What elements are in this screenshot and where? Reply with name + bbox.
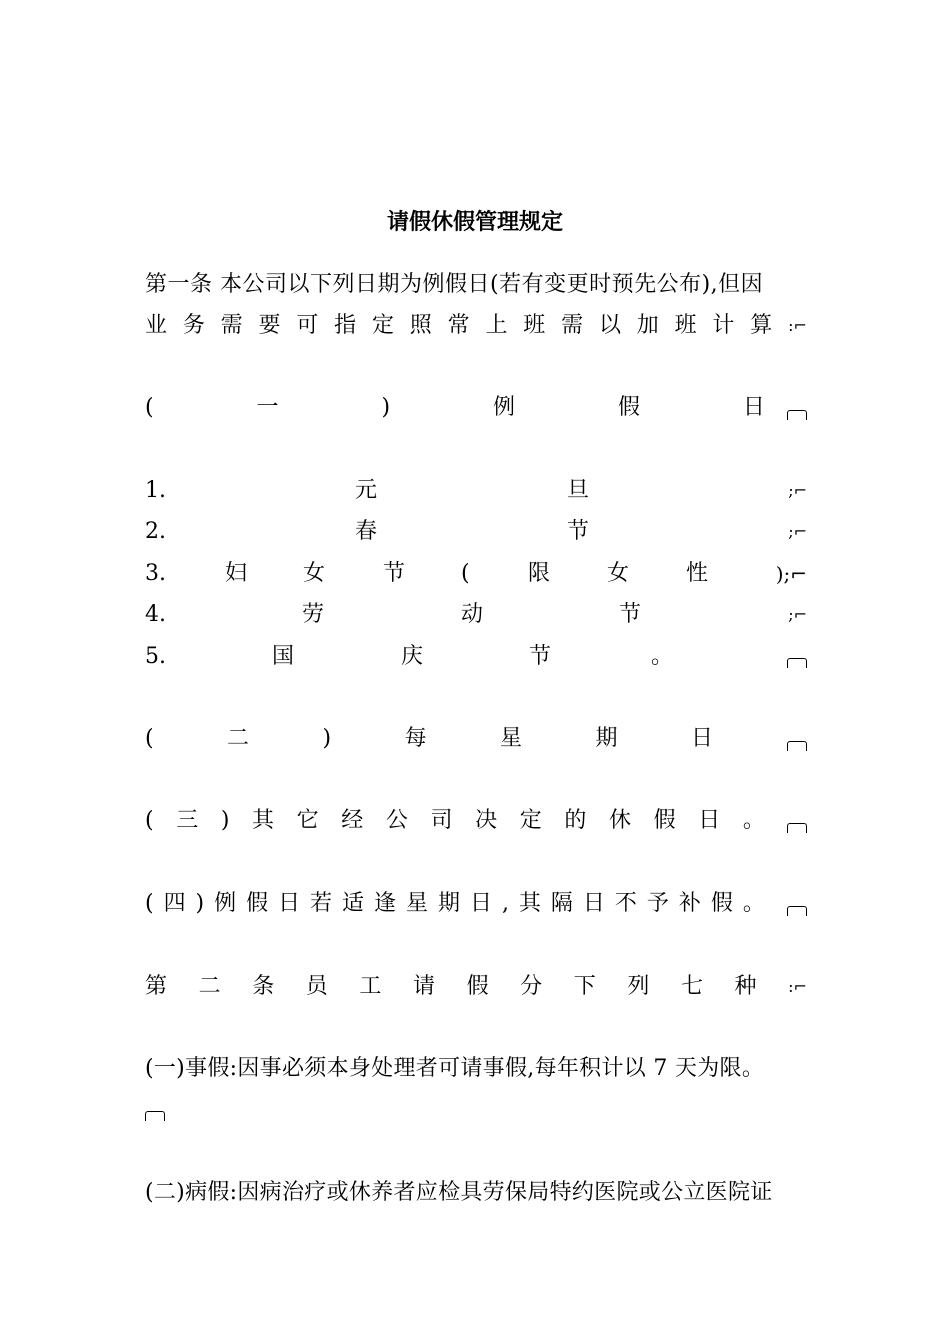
spaced-char: (	[145, 395, 154, 420]
spaced-char: 加	[636, 313, 659, 338]
spaced-char: )	[220, 808, 230, 833]
spaced-char: 司	[430, 808, 453, 833]
spaced-char: 日	[698, 808, 721, 833]
paragraph-mark-icon	[787, 741, 807, 753]
spaced-char: ,	[501, 891, 509, 916]
paragraph-mark-icon	[787, 906, 807, 918]
holiday-end-mark: );⌐	[775, 562, 807, 586]
paragraph-mark-icon	[787, 823, 807, 835]
spaced-char: 条	[252, 974, 275, 999]
holiday-char: 限	[528, 561, 551, 586]
section-1-heading	[145, 391, 765, 425]
spaced-char: 上	[485, 313, 508, 338]
spaced-char: 算	[750, 313, 773, 338]
section-3-heading	[145, 804, 765, 838]
holiday-item-3	[145, 557, 807, 591]
spaced-char: 假	[653, 808, 676, 833]
holiday-char: 节	[529, 644, 552, 669]
holiday-char: 庆	[401, 644, 424, 669]
spaced-char: 务	[182, 313, 205, 338]
leave-type-2: (二)病假:因病治疗或休养者应检具劳保局特约医院或公立医院证	[145, 1180, 773, 1205]
spaced-char: 需	[220, 313, 243, 338]
holiday-char: 劳	[302, 602, 325, 627]
paragraph-mark-icon	[145, 1111, 165, 1123]
spaced-char: 一	[256, 395, 279, 420]
spaced-char: 定	[519, 808, 542, 833]
spaced-char: 公	[385, 808, 408, 833]
holiday-number: 3.	[145, 561, 166, 586]
spaced-char: 二	[198, 974, 221, 999]
article-1-line-2	[145, 309, 807, 343]
spaced-char: 常	[447, 313, 470, 338]
holiday-char: 国	[272, 644, 295, 669]
holiday-char: 。	[651, 644, 674, 669]
holiday-end-mark: ;⌐	[788, 481, 807, 500]
document-title: 请假休假管理规定	[386, 210, 563, 235]
spaced-char: 下	[573, 974, 596, 999]
spaced-char: 定	[371, 313, 394, 338]
spaced-char: 星	[500, 726, 523, 751]
spaced-char: 四	[163, 891, 186, 916]
holiday-char: 女	[303, 561, 326, 586]
spaced-char: 工	[359, 974, 382, 999]
spaced-char: 日	[469, 891, 492, 916]
holiday-number: 1.	[145, 478, 166, 503]
holiday-char: 动	[461, 602, 484, 627]
spaced-char: 要	[258, 313, 281, 338]
spaced-char: )	[195, 891, 205, 916]
spaced-char: 决	[475, 808, 498, 833]
spaced-char: 休	[609, 808, 632, 833]
spaced-char: 日	[278, 891, 301, 916]
spaced-char: 请	[412, 974, 435, 999]
spaced-char: 二	[227, 726, 250, 751]
holiday-number: 5.	[145, 644, 166, 669]
article-1-line-1: 第一条 本公司以下列日期为例假日(若有变更时预先公布),但因	[145, 272, 764, 297]
spaced-char: 日	[582, 891, 605, 916]
spaced-char: 种	[734, 974, 757, 999]
spaced-char: 例	[214, 891, 237, 916]
section-4-heading	[145, 887, 765, 921]
spaced-char: 日	[742, 395, 765, 420]
spaced-char: 以	[598, 313, 621, 338]
spaced-char: 业	[145, 313, 168, 338]
spaced-char: 日	[690, 726, 713, 751]
holiday-char: 节	[567, 519, 590, 544]
spaced-char: 列	[627, 974, 650, 999]
spaced-char: )	[381, 395, 391, 420]
spaced-char: 经	[341, 808, 364, 833]
holiday-item-1	[145, 474, 807, 508]
spaced-char: 若	[310, 891, 333, 916]
spaced-char: 计	[712, 313, 735, 338]
spaced-char: 它	[296, 808, 319, 833]
spaced-char: (	[145, 808, 154, 833]
spaced-char: 假	[246, 891, 269, 916]
spaced-char: 补	[678, 891, 701, 916]
spaced-char: 的	[564, 808, 587, 833]
spaced-char: 可	[296, 313, 319, 338]
holiday-number: 2.	[145, 519, 166, 544]
spaced-char: 星	[406, 891, 429, 916]
spaced-char: :⌐	[788, 977, 807, 996]
holiday-char: 节	[619, 602, 642, 627]
spaced-char: 期	[438, 891, 461, 916]
holiday-char: 节	[383, 561, 406, 586]
section-2-heading	[145, 722, 713, 756]
holiday-item-2	[145, 515, 807, 549]
spaced-char: 分	[520, 974, 543, 999]
holiday-char: 性	[686, 561, 709, 586]
holiday-char: 元	[355, 478, 378, 503]
spaced-char: 每	[404, 726, 427, 751]
spaced-char: (	[145, 891, 154, 916]
spaced-char: 予	[646, 891, 669, 916]
spaced-char: 例	[493, 395, 516, 420]
spaced-char: 员	[305, 974, 328, 999]
spaced-char: 假	[617, 395, 640, 420]
holiday-char: 妇	[225, 561, 248, 586]
leave-type-1: (一)事假:因事必须本身处理者可请事假,每年积计以 7 天为限。	[145, 1056, 765, 1081]
spaced-char: :⌐	[788, 316, 807, 335]
spaced-char: )	[322, 726, 332, 751]
holiday-item-5	[145, 640, 807, 674]
spaced-char: 逢	[374, 891, 397, 916]
spaced-char: 适	[342, 891, 365, 916]
holiday-char: (	[461, 561, 470, 586]
spaced-char: 假	[466, 974, 489, 999]
holiday-char: 女	[607, 561, 630, 586]
spaced-char: 七	[680, 974, 703, 999]
spaced-char: 其	[252, 808, 275, 833]
spaced-char: 隔	[550, 891, 573, 916]
holiday-end-mark: ;⌐	[788, 605, 807, 624]
spaced-char: 班	[523, 313, 546, 338]
spaced-char: 第	[145, 974, 168, 999]
holiday-end-mark: ;⌐	[788, 522, 807, 541]
spaced-char: 。	[742, 891, 765, 916]
holiday-char: 旦	[567, 478, 590, 503]
spaced-char: 不	[614, 891, 637, 916]
spaced-char: 期	[595, 726, 618, 751]
spaced-char: 指	[334, 313, 357, 338]
spaced-char: 其	[518, 891, 541, 916]
spaced-char: 需	[561, 313, 584, 338]
holiday-item-4	[145, 598, 807, 632]
spaced-char: 。	[742, 808, 765, 833]
spaced-char: 班	[674, 313, 697, 338]
holiday-char: 春	[355, 519, 378, 544]
paragraph-mark-icon	[787, 410, 807, 422]
spaced-char: 三	[176, 808, 199, 833]
spaced-char: 照	[409, 313, 432, 338]
spaced-char: (	[145, 726, 154, 751]
paragraph-mark-icon	[787, 658, 807, 670]
holiday-number: 4.	[145, 602, 166, 627]
article-2-heading	[145, 970, 807, 1004]
spaced-char: 假	[710, 891, 733, 916]
